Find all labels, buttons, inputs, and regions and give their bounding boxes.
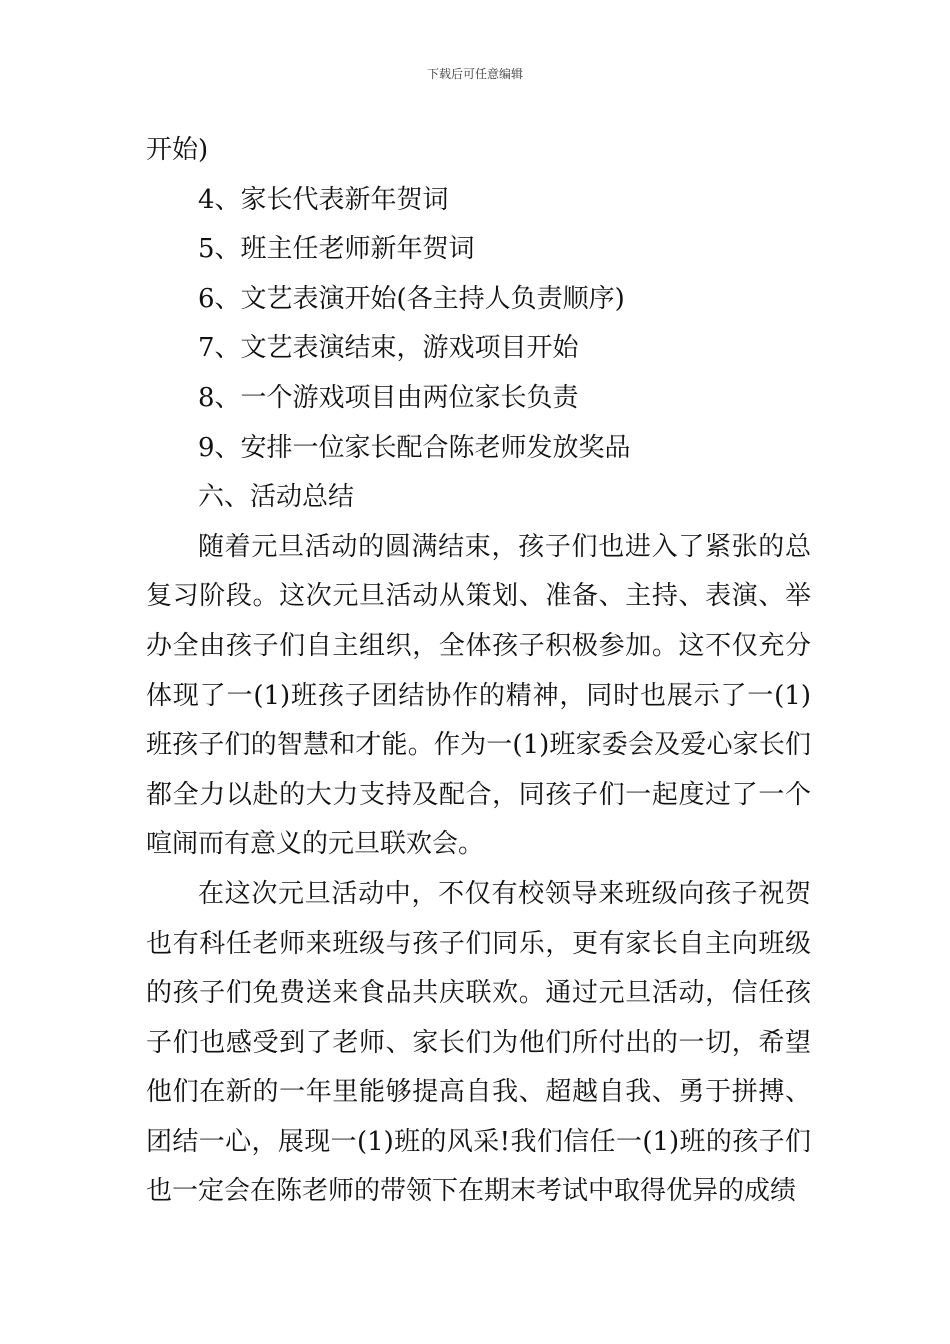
list-item: 7、文艺表演结束，游戏项目开始 [198,333,579,364]
continuation-line: 开始) [146,135,209,165]
section-heading: 六、活动总结 [198,482,355,513]
list-item: 6、文艺表演开始(各主持人负责顺序) [198,283,625,314]
list-item: 4、家长代表新年贺词 [198,184,449,215]
paragraph-summary-1: 随着元旦活动的圆满结束，孩子们也进入了紧张的总复习阶段。这次元旦活动从策划、准备、主持、表演、举办全由孩子们自主组织，全体孩子积极参加。这不仅充分体现了一(1)班孩子团结协作的精神，同时也展示了一(1)班孩子们的智慧和才能。作为一(1)班家委会及爱心家长们都全力以赴的大力支持及配合，同孩子们一起度过了一个喧闹而有意义的元旦联欢会。 [146,531,811,860]
list-item: 5、班主任老师新年贺词 [198,234,475,265]
paragraph-summary-2: 在这次元旦活动中，不仅有校领导来班级向孩子祝贺也有科任老师来班级与孩子们同乐，更有家长自主向班级的孩子们免费送来食品共庆联欢。通过元旦活动，信任孩子们也感受到了老师、家长们为他们所付出的一切，希望他们在新的一年里能够提高自我、超越自我、勇于拼搏、团结一心，展现一(1)班的风采!我们信任一(1)班的孩子们也一定会在陈老师的带领下在期末考试中取得优异的成绩 [146,878,811,1207]
list-item: 9、安排一位家长配合陈老师发放奖品 [198,432,631,463]
page-header: 下载后可任意编辑 [426,67,523,81]
document-body [146,126,811,1217]
list-item: 8、一个游戏项目由两位家长负责 [198,382,579,413]
